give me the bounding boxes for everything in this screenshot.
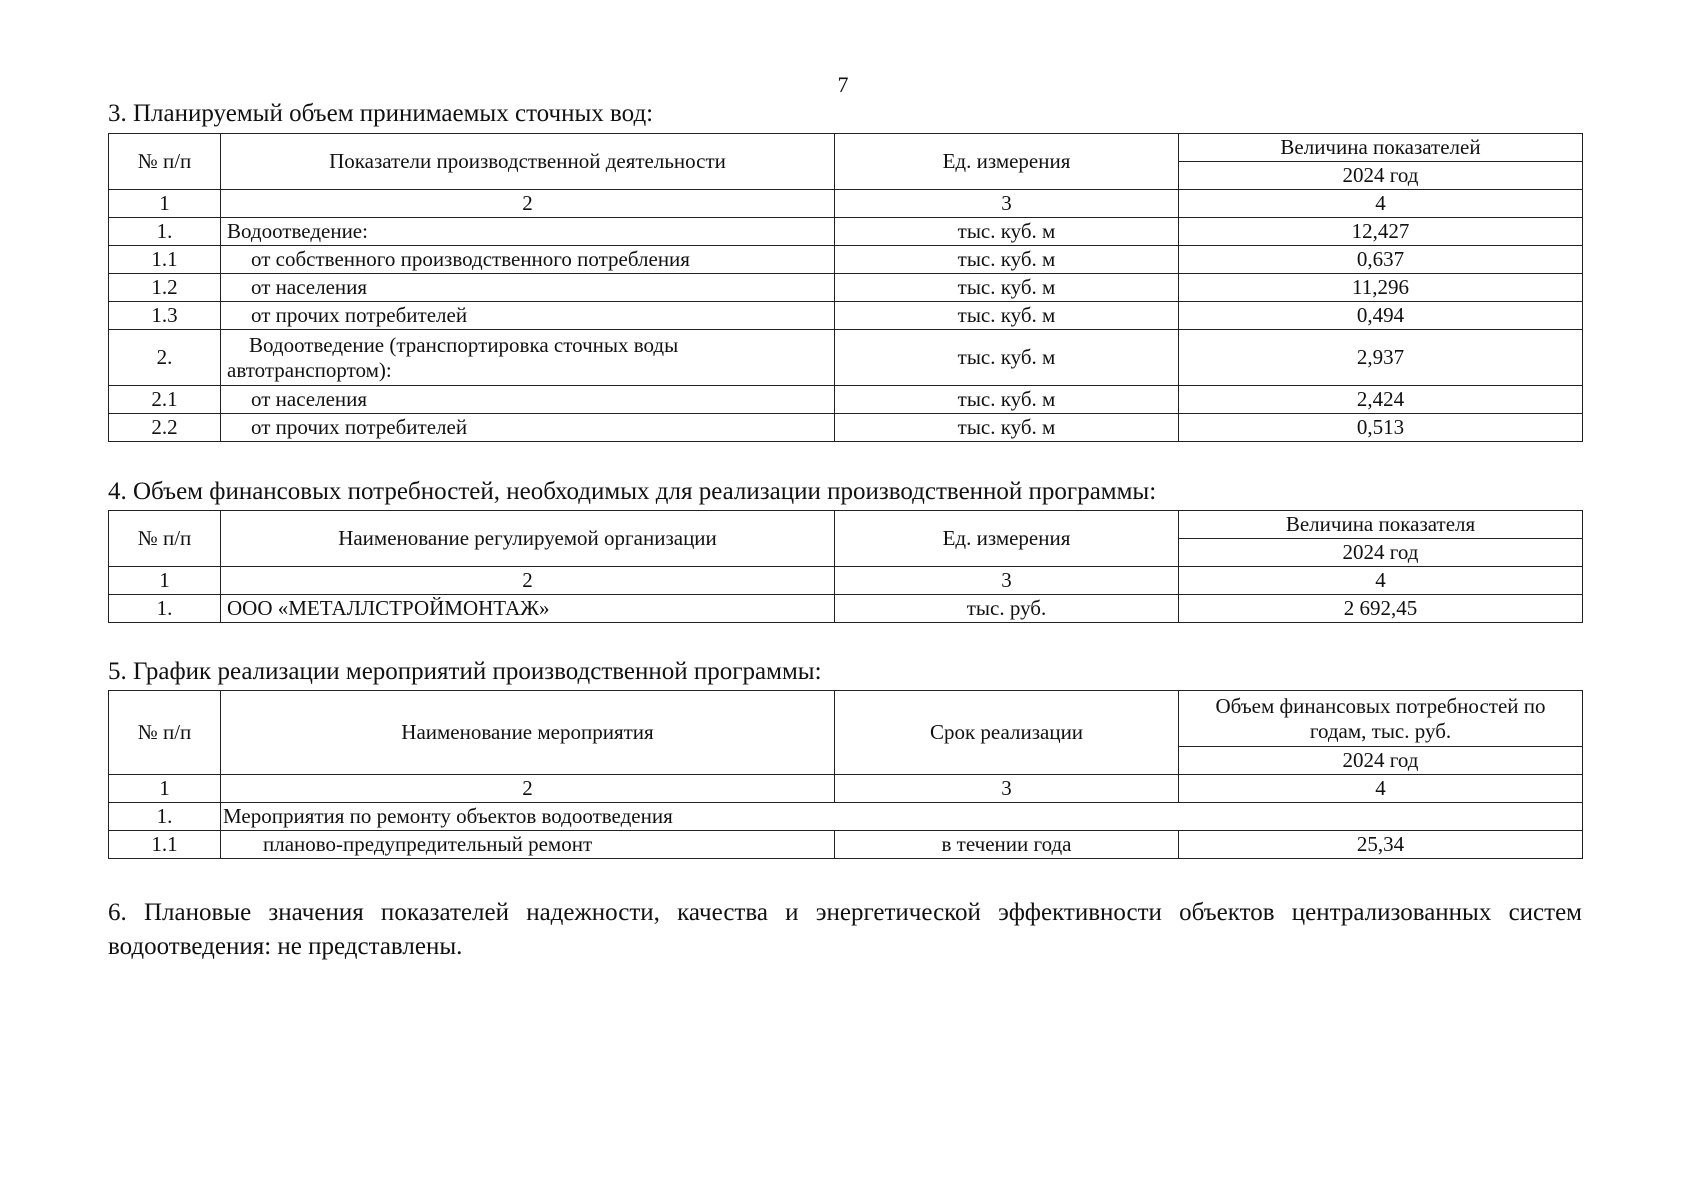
table-row [109, 246, 1583, 274]
row-num: 1.1 [109, 246, 221, 274]
row-num: 1. [109, 803, 221, 831]
row-name: от собственного производственного потребления [221, 246, 835, 274]
col-number: 3 [835, 775, 1179, 803]
section-3-title: 3. Планируемый объем принимаемых сточных вод: [108, 100, 654, 127]
table-row [109, 386, 1583, 414]
col-number: 3 [835, 190, 1179, 218]
table-row [109, 414, 1583, 442]
row-value: 11,296 [1179, 274, 1583, 302]
row-name: Водоотведение (транспортировка сточных воды автотранспортом): [221, 330, 835, 386]
financial-needs-table [108, 510, 1583, 623]
row-org-name: ООО «МЕТАЛЛСТРОЙМОНТАЖ» [221, 595, 835, 623]
row-group-name: Мероприятия по ремонту объектов водоотведения [221, 803, 1583, 831]
row-num: 1.1 [109, 831, 221, 859]
row-name: от прочих потребителей [221, 302, 835, 330]
header-value: Величина показателя [1179, 511, 1583, 539]
activities-schedule-table [108, 690, 1583, 859]
section-5-title: 5. График реализации мероприятий производственной программы: [108, 658, 822, 685]
col-number: 1 [109, 190, 221, 218]
table-row [109, 803, 1583, 831]
row-value: 0,494 [1179, 302, 1583, 330]
header-year: 2024 год [1179, 162, 1583, 190]
header-term: Срок реализации [835, 691, 1179, 775]
row-num: 1.3 [109, 302, 221, 330]
table-row [109, 274, 1583, 302]
wastewater-volume-table [108, 133, 1583, 442]
row-unit: тыс. куб. м [835, 246, 1179, 274]
section-4-title: 4. Объем финансовых потребностей, необходимых для реализации производственной программы: [108, 478, 1157, 505]
header-unit: Ед. измерения [835, 511, 1179, 567]
row-term: в течении года [835, 831, 1179, 859]
row-num: 2.1 [109, 386, 221, 414]
row-unit: тыс. руб. [835, 595, 1179, 623]
row-activity-name: планово-предупредительный ремонт [221, 831, 835, 859]
header-indicator: Показатели производственной деятельности [221, 134, 835, 190]
row-name: от прочих потребителей [221, 414, 835, 442]
row-num: 1. [109, 218, 221, 246]
col-number: 3 [835, 567, 1179, 595]
row-unit: тыс. куб. м [835, 218, 1179, 246]
col-number: 2 [221, 567, 835, 595]
table-row [109, 302, 1583, 330]
col-number: 4 [1179, 567, 1583, 595]
header-num: № п/п [109, 511, 221, 567]
row-value: 2,937 [1179, 330, 1583, 386]
row-num: 2. [109, 330, 221, 386]
row-value: 0,637 [1179, 246, 1583, 274]
row-value: 2 692,45 [1179, 595, 1583, 623]
row-unit: тыс. куб. м [835, 274, 1179, 302]
header-finance: Объем финансовых потребностей по годам, тыс. руб. [1179, 691, 1583, 747]
header-year: 2024 год [1179, 747, 1583, 775]
col-number: 4 [1179, 775, 1583, 803]
header-num: № п/п [109, 134, 221, 190]
row-value: 25,34 [1179, 831, 1583, 859]
table-row [109, 595, 1583, 623]
row-unit: тыс. куб. м [835, 302, 1179, 330]
row-num: 1.2 [109, 274, 221, 302]
row-value: 0,513 [1179, 414, 1583, 442]
section-6-text: 6. Плановые значения показателей надежности, качества и энергетической эффективности объектов централизованных систем водоотведения: не представлены. [108, 899, 1582, 960]
row-unit: тыс. куб. м [835, 330, 1179, 386]
header-org: Наименование регулируемой организации [221, 511, 835, 567]
page-number: 7 [837, 72, 849, 97]
header-value: Величина показателей [1179, 134, 1583, 162]
row-unit: тыс. куб. м [835, 414, 1179, 442]
row-num: 2.2 [109, 414, 221, 442]
row-name: от населения [221, 386, 835, 414]
header-num: № п/п [109, 691, 221, 775]
header-year: 2024 год [1179, 539, 1583, 567]
row-value: 2,424 [1179, 386, 1583, 414]
col-number: 2 [221, 775, 835, 803]
col-number: 1 [109, 775, 221, 803]
table-row [109, 330, 1583, 386]
col-number: 2 [221, 190, 835, 218]
row-num: 1. [109, 595, 221, 623]
col-number: 1 [109, 567, 221, 595]
row-value: 12,427 [1179, 218, 1583, 246]
row-unit: тыс. куб. м [835, 386, 1179, 414]
col-number: 4 [1179, 190, 1583, 218]
table-row [109, 831, 1583, 859]
row-name: Водоотведение: [221, 218, 835, 246]
row-name: от населения [221, 274, 835, 302]
table-row [109, 218, 1583, 246]
header-unit: Ед. измерения [835, 134, 1179, 190]
header-activity: Наименование мероприятия [221, 691, 835, 775]
